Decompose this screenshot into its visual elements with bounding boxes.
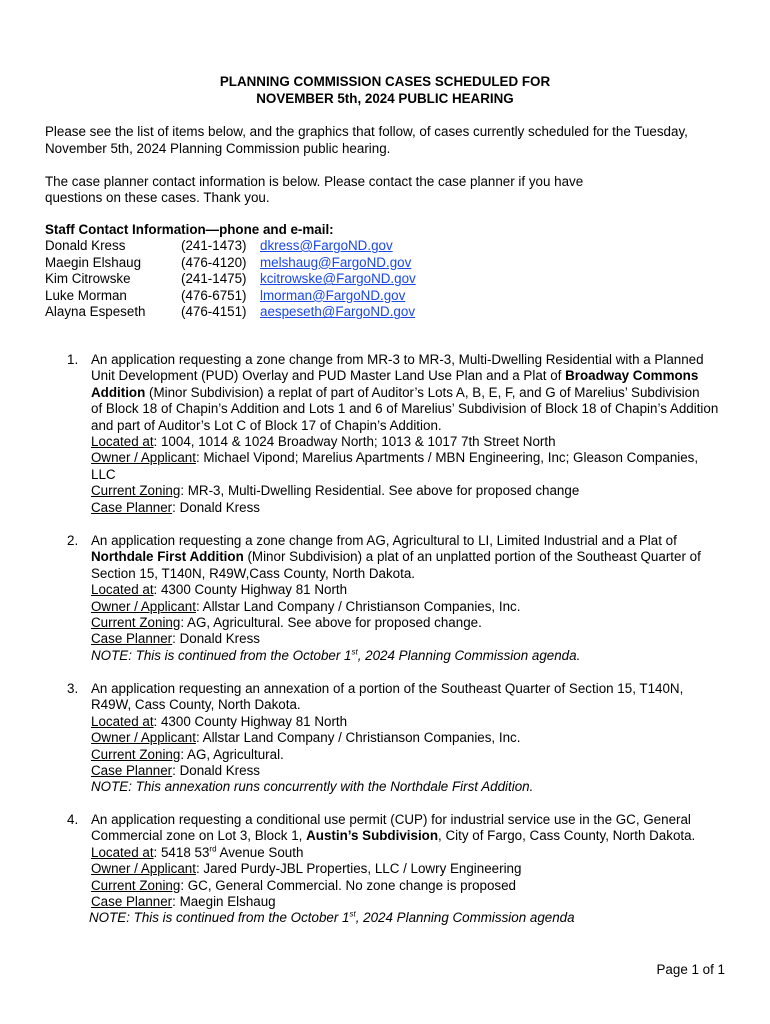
case-owner: Owner / Applicant: Allstar Land Company / Christianson Companies, Inc. [91, 730, 521, 746]
page-number: Page 1 of 1 [656, 962, 725, 977]
case-description-line: An application requesting a conditional use permit (CUP) for industrial service use in the GC, General [91, 812, 691, 827]
case-description-line: An application requesting an annexation of a portion of the Southeast Quarter of Section 15, T140N, [91, 681, 684, 696]
case-description-line: R49W, Cass County, North Dakota. [91, 697, 301, 713]
case-location: Located at: 1004, 1014 & 1024 Broadway North; 1013 & 1017 7th Street North [91, 434, 556, 450]
case-note: NOTE: This is continued from the October 1st, 2024 Planning Commission agenda [89, 909, 575, 926]
case-description-line: Northdale First Addition (Minor Subdivision) a plat of an unplatted portion of the Southeast Quarter of [91, 549, 701, 565]
contact-name: Maegin Elshaug [45, 254, 142, 270]
contact-phone: (476-6751) [181, 287, 247, 303]
page-title-line1: PLANNING COMMISSION CASES SCHEDULED FOR [219, 74, 551, 89]
contact-phone: (241-1475) [181, 271, 247, 287]
contact-phone: (241-1473) [181, 238, 247, 253]
case-note: NOTE: This annexation runs concurrently with the Northdale First Addition. [91, 779, 534, 795]
contact-name: Kim Citrowske [45, 271, 131, 287]
contact-email-link[interactable]: aespeseth@FargoND.gov [260, 304, 416, 320]
case-description-line: An application requesting a zone change from MR-3 to MR-3, Multi-Dwelling Residential with a Planned [91, 352, 704, 367]
case-zoning: Current Zoning: AG, Agricultural. [91, 746, 284, 762]
case-description-line: Unit Development (PUD) Overlay and PUD Master Land Use Plan and a Plat of Broadway Commons [91, 368, 699, 384]
case-description-line: of Block 18 of Chapin’s Addition and Lots 1 and 6 of Marelius’ Subdivision of Block 18 of Chapin’s Addition [91, 401, 719, 417]
case-description-line: Section 15, T140N, R49W,Cass County, North Dakota. [91, 565, 416, 581]
case-owner: Owner / Applicant: Michael Vipond; Marelius Apartments / MBN Engineering, Inc; Gleason Companies, [91, 450, 699, 466]
contact-email-link[interactable]: kcitrowske@FargoND.gov [260, 271, 416, 287]
case-zoning: Current Zoning: AG, Agricultural. See above for proposed change. [91, 615, 482, 631]
contact-phone: (476-4151) [181, 304, 247, 320]
case-planner: Case Planner: Maegin Elshaug [91, 894, 276, 910]
case-zoning: Current Zoning: MR-3, Multi-Dwelling Residential. See above for proposed change [91, 483, 580, 499]
page-title-line2: NOVEMBER 5th, 2024 PUBLIC HEARING [256, 91, 514, 106]
case-number: 1. [67, 352, 79, 367]
case-location: Located at: 4300 County Highway 81 North [91, 713, 348, 729]
contact-email-link[interactable]: melshaug@FargoND.gov [260, 254, 412, 270]
contact-paragraph-line1: The case planner contact information is below. Please contact the case planner if you have [45, 174, 584, 189]
case-number: 2. [67, 533, 79, 548]
staff-contact-heading: Staff Contact Information—phone and e-mail: [45, 222, 334, 237]
case-description-line: An application requesting a zone change from AG, Agricultural to LI, Limited Industrial and a Plat of [91, 533, 677, 548]
case-location: Located at: 4300 County Highway 81 North [91, 582, 348, 598]
case-number: 4. [67, 812, 79, 827]
case-number: 3. [67, 681, 79, 696]
case-planner: Case Planner: Donald Kress [91, 499, 260, 515]
case-description-line: and part of Auditor’s Lot C of Block 17 of Chapin’s Addition. [91, 417, 442, 433]
intro-paragraph-line2: November 5th, 2024 Planning Commission public hearing. [45, 141, 391, 156]
case-planner: Case Planner: Donald Kress [91, 763, 260, 779]
case-zoning: Current Zoning: GC, General Commercial. No zone change is proposed [91, 877, 516, 893]
case-planner: Case Planner: Donald Kress [91, 631, 260, 647]
case-owner: Owner / Applicant: Jared Purdy-JBL Properties, LLC / Lowry Engineering [91, 861, 522, 877]
case-description-line: Addition (Minor Subdivision) a replat of part of Auditor’s Lots A, B, E, F, and G of Marelius’ Subdivision [91, 384, 700, 400]
case-note: NOTE: This is continued from the October 1st, 2024 Planning Commission agenda. [91, 647, 581, 663]
contact-phone: (476-4120) [181, 254, 247, 270]
contact-name: Donald Kress [45, 238, 126, 253]
case-owner: Owner / Applicant: Allstar Land Company / Christianson Companies, Inc. [91, 598, 521, 614]
contact-email-link[interactable]: dkress@FargoND.gov [260, 238, 393, 253]
contact-name: Alayna Espeseth [45, 304, 146, 320]
case-owner-continued: LLC [91, 466, 116, 482]
case-description-line: Commercial zone on Lot 3, Block 1, Austin’s Subdivision, City of Fargo, Cass County, North Dakota. [91, 828, 696, 844]
intro-paragraph-line1: Please see the list of items below, and the graphics that follow, of cases currently scheduled for the Tuesday, [45, 124, 688, 139]
contact-email-link[interactable]: lmorman@FargoND.gov [260, 287, 406, 303]
contact-paragraph-line2: questions on these cases. Thank you. [45, 190, 270, 205]
case-location: Located at: 5418 53rd Avenue South [91, 844, 304, 860]
contact-name: Luke Morman [45, 287, 127, 303]
